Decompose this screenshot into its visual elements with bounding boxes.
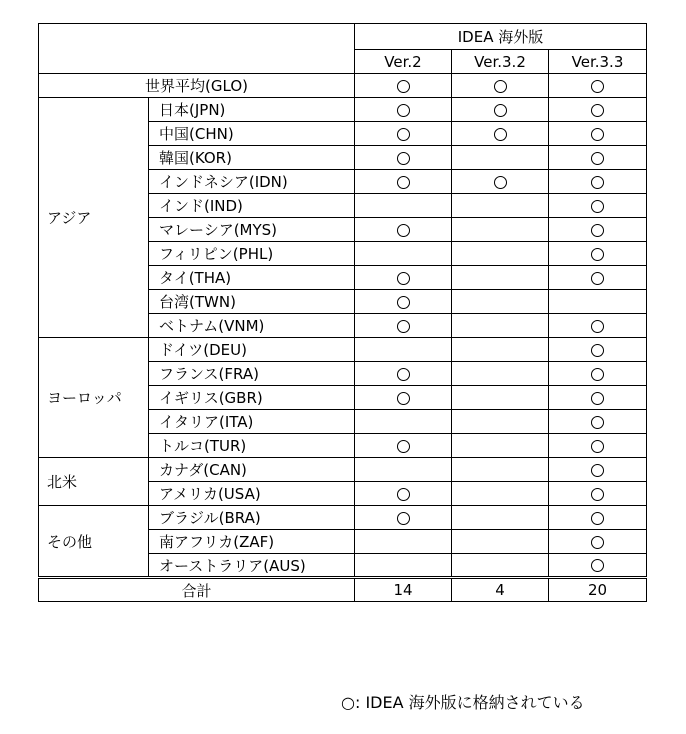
header-version: Ver.2 xyxy=(355,50,452,74)
region-label: その他 xyxy=(39,506,149,578)
region-label: ヨーロッパ xyxy=(39,338,149,458)
country-label: ブラジル(BRA) xyxy=(149,506,355,530)
included-mark-cell xyxy=(549,338,647,362)
total-value: 14 xyxy=(355,578,452,602)
empty-cell xyxy=(355,338,452,362)
circle-mark-icon xyxy=(591,488,604,501)
included-mark-cell xyxy=(549,74,647,98)
country-row xyxy=(39,458,647,482)
country-label: タイ(THA) xyxy=(149,266,355,290)
empty-cell xyxy=(452,242,549,266)
circle-mark-icon xyxy=(494,104,507,117)
circle-mark-icon xyxy=(397,440,410,453)
circle-mark-icon xyxy=(591,80,604,93)
circle-mark-icon xyxy=(591,344,604,357)
country-label: 台湾(TWN) xyxy=(149,290,355,314)
empty-cell xyxy=(355,458,452,482)
empty-cell xyxy=(355,194,452,218)
circle-mark-icon xyxy=(591,272,604,285)
empty-cell xyxy=(452,434,549,458)
included-mark-cell xyxy=(549,122,647,146)
included-mark-cell xyxy=(355,506,452,530)
circle-mark-icon xyxy=(591,368,604,381)
header-row-group xyxy=(39,24,647,50)
included-mark-cell xyxy=(355,74,452,98)
included-mark-cell xyxy=(549,194,647,218)
empty-cell xyxy=(452,146,549,170)
empty-cell xyxy=(452,530,549,554)
coverage-table xyxy=(38,23,647,602)
included-mark-cell xyxy=(549,482,647,506)
circle-mark-icon xyxy=(591,104,604,117)
footnote: ○: IDEA 海外版に格納されている xyxy=(341,693,585,712)
empty-cell xyxy=(452,266,549,290)
empty-cell xyxy=(355,242,452,266)
circle-mark-icon xyxy=(494,80,507,93)
included-mark-cell xyxy=(452,98,549,122)
region-label: アジア xyxy=(39,98,149,338)
included-mark-cell xyxy=(549,218,647,242)
circle-mark-icon xyxy=(397,320,410,333)
circle-mark-icon xyxy=(591,392,604,405)
circle-mark-icon xyxy=(591,464,604,477)
table-body xyxy=(39,24,647,602)
included-mark-cell xyxy=(355,218,452,242)
empty-cell xyxy=(452,194,549,218)
world-average-label: 世界平均(GLO) xyxy=(39,74,355,98)
included-mark-cell xyxy=(549,362,647,386)
included-mark-cell xyxy=(549,146,647,170)
circle-mark-icon xyxy=(397,176,410,189)
empty-cell xyxy=(452,506,549,530)
circle-mark-icon xyxy=(397,272,410,285)
country-label: ベトナム(VNM) xyxy=(149,314,355,338)
country-label: オーストラリア(AUS) xyxy=(149,554,355,578)
circle-mark-icon xyxy=(397,104,410,117)
empty-cell xyxy=(452,482,549,506)
country-label: アメリカ(USA) xyxy=(149,482,355,506)
included-mark-cell xyxy=(355,314,452,338)
country-label: カナダ(CAN) xyxy=(149,458,355,482)
empty-cell xyxy=(452,362,549,386)
empty-cell xyxy=(452,410,549,434)
empty-cell xyxy=(355,530,452,554)
included-mark-cell xyxy=(549,266,647,290)
included-mark-cell xyxy=(549,530,647,554)
included-mark-cell xyxy=(355,146,452,170)
country-label: イタリア(ITA) xyxy=(149,410,355,434)
empty-cell xyxy=(355,554,452,578)
included-mark-cell xyxy=(355,122,452,146)
circle-mark-icon xyxy=(591,200,604,213)
circle-mark-icon xyxy=(494,176,507,189)
empty-cell xyxy=(355,410,452,434)
empty-cell xyxy=(452,338,549,362)
empty-cell xyxy=(452,314,549,338)
circle-mark-icon xyxy=(397,392,410,405)
header-group-title: IDEA 海外版 xyxy=(355,24,647,50)
included-mark-cell xyxy=(549,506,647,530)
header-version: Ver.3.3 xyxy=(549,50,647,74)
total-label: 合計 xyxy=(39,578,355,602)
country-label: 南アフリカ(ZAF) xyxy=(149,530,355,554)
included-mark-cell xyxy=(355,290,452,314)
circle-mark-icon xyxy=(591,536,604,549)
empty-cell xyxy=(452,458,549,482)
empty-cell xyxy=(452,218,549,242)
included-mark-cell xyxy=(549,242,647,266)
circle-mark-icon xyxy=(397,224,410,237)
country-row xyxy=(39,506,647,530)
circle-mark-icon xyxy=(397,152,410,165)
country-row xyxy=(39,98,647,122)
country-label: インド(IND) xyxy=(149,194,355,218)
circle-mark-icon xyxy=(591,152,604,165)
included-mark-cell xyxy=(549,98,647,122)
included-mark-cell xyxy=(355,266,452,290)
circle-mark-icon xyxy=(397,296,410,309)
circle-mark-icon xyxy=(397,80,410,93)
circle-mark-icon xyxy=(591,416,604,429)
circle-mark-icon xyxy=(591,512,604,525)
included-mark-cell xyxy=(355,98,452,122)
header-version: Ver.3.2 xyxy=(452,50,549,74)
circle-mark-icon xyxy=(397,128,410,141)
empty-cell xyxy=(452,290,549,314)
data-table-container xyxy=(38,23,647,602)
included-mark-cell xyxy=(549,314,647,338)
included-mark-cell xyxy=(355,170,452,194)
included-mark-cell xyxy=(452,74,549,98)
included-mark-cell xyxy=(452,122,549,146)
circle-mark-icon xyxy=(397,368,410,381)
region-label: 北米 xyxy=(39,458,149,506)
included-mark-cell xyxy=(549,554,647,578)
total-row xyxy=(39,578,647,602)
total-value: 20 xyxy=(549,578,647,602)
empty-cell xyxy=(452,554,549,578)
country-label: フィリピン(PHL) xyxy=(149,242,355,266)
country-label: ドイツ(DEU) xyxy=(149,338,355,362)
included-mark-cell xyxy=(549,458,647,482)
included-mark-cell xyxy=(549,410,647,434)
country-label: イギリス(GBR) xyxy=(149,386,355,410)
world-average-row xyxy=(39,74,647,98)
included-mark-cell xyxy=(452,170,549,194)
empty-cell xyxy=(452,386,549,410)
header-blank-cell xyxy=(39,24,355,74)
country-label: フランス(FRA) xyxy=(149,362,355,386)
circle-mark-icon xyxy=(591,559,604,572)
circle-mark-icon xyxy=(591,176,604,189)
circle-mark-icon xyxy=(591,128,604,141)
circle-mark-icon xyxy=(591,224,604,237)
country-label: 韓国(KOR) xyxy=(149,146,355,170)
country-label: トルコ(TUR) xyxy=(149,434,355,458)
included-mark-cell xyxy=(549,386,647,410)
included-mark-cell xyxy=(355,434,452,458)
circle-mark-icon xyxy=(591,440,604,453)
circle-mark-icon xyxy=(591,248,604,261)
included-mark-cell xyxy=(355,362,452,386)
country-label: 日本(JPN) xyxy=(149,98,355,122)
circle-mark-icon xyxy=(494,128,507,141)
country-label: 中国(CHN) xyxy=(149,122,355,146)
country-label: インドネシア(IDN) xyxy=(149,170,355,194)
included-mark-cell xyxy=(355,482,452,506)
included-mark-cell xyxy=(355,386,452,410)
circle-mark-icon xyxy=(397,488,410,501)
included-mark-cell xyxy=(549,434,647,458)
included-mark-cell xyxy=(549,170,647,194)
empty-cell xyxy=(549,290,647,314)
country-label: マレーシア(MYS) xyxy=(149,218,355,242)
total-value: 4 xyxy=(452,578,549,602)
country-row xyxy=(39,338,647,362)
circle-mark-icon xyxy=(591,320,604,333)
circle-mark-icon xyxy=(397,512,410,525)
